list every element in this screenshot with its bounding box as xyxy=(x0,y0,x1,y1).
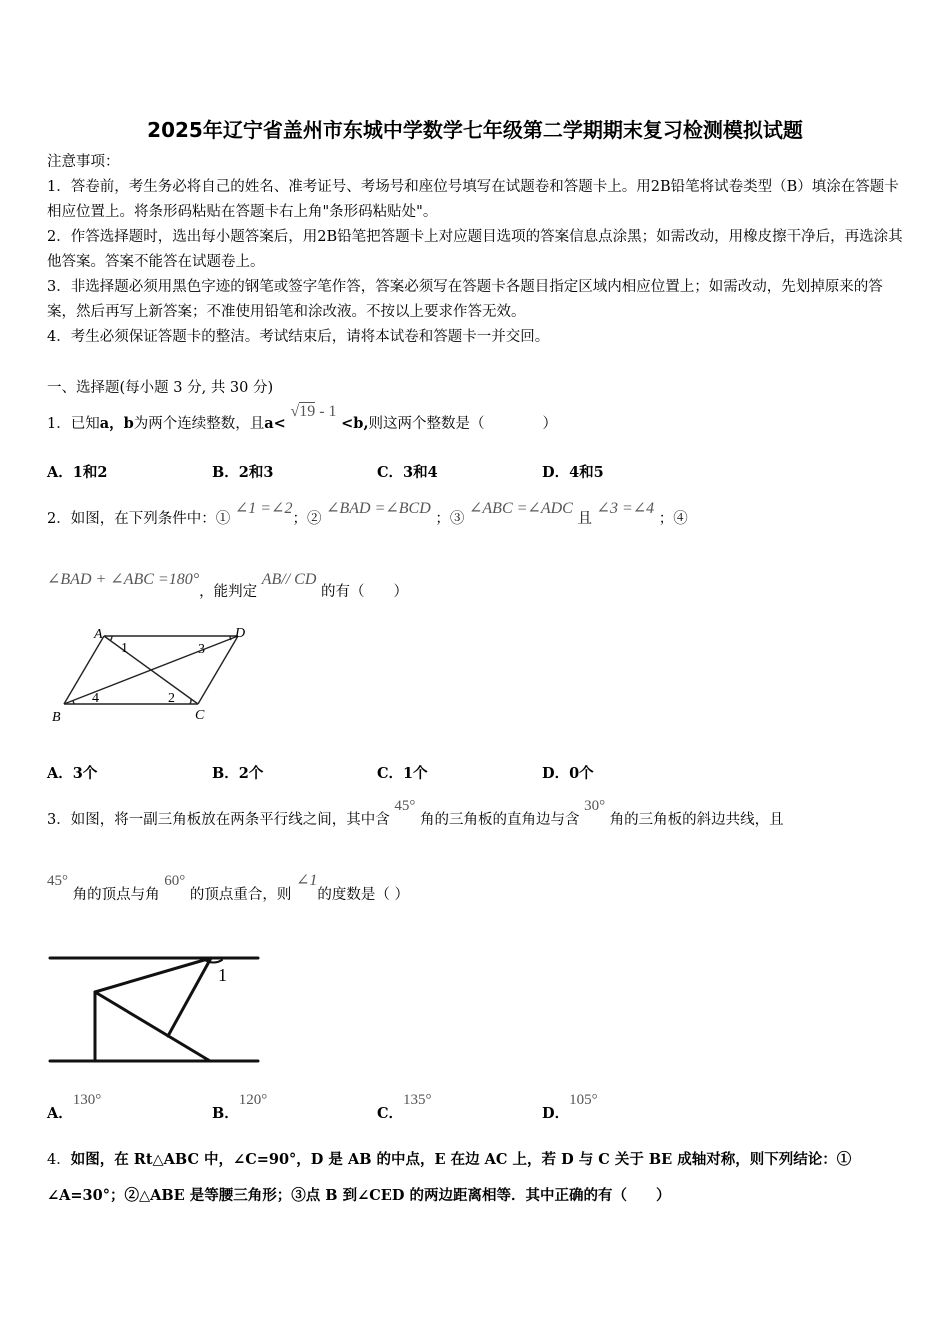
q3-option-b[interactable] xyxy=(212,1088,268,1122)
q3-angle-1: ∠1 xyxy=(295,872,318,889)
q2-option-d[interactable]: D．0个 xyxy=(542,765,594,782)
q2-number: 2． xyxy=(47,511,71,527)
angle-1-label: 1 xyxy=(218,965,227,985)
q2-option-c[interactable]: C．1个 xyxy=(377,765,428,782)
q3-angle-45-b: 45° xyxy=(47,873,68,889)
q2-condition-2: ∠BAD =∠BCD xyxy=(326,500,431,517)
q1-option-b[interactable]: B．2和3 xyxy=(212,464,274,481)
q2-condition-4: ∠3 =∠4 xyxy=(596,500,655,517)
q1-lt: a< xyxy=(264,415,286,432)
q1-sqrt-expr: √19 - 1 xyxy=(290,403,337,420)
q1-text-2: 为两个连续整数，且 xyxy=(133,416,265,432)
label-d: D xyxy=(235,626,246,641)
q4-text-1: 如图，在 Rt△ABC 中，∠C=90°，D 是 AB 的中点，E 在边 AC 上，若 D 与 C 关于 BE 成轴对称，则下列结论：① xyxy=(70,1151,852,1168)
q2-condition-ab-cd: AB// CD xyxy=(261,571,317,588)
q2-text-2: ，能判定 xyxy=(199,584,258,600)
question-2-line-1 xyxy=(47,500,688,528)
page-title: 2025年辽宁省盖州市东城中学数学七年级第二学期期末复习检测模拟试题 xyxy=(147,118,803,142)
label-angle-4: 4 xyxy=(92,691,99,706)
question-1 xyxy=(47,403,557,433)
q2-text-1: 如图，在下列条件中：① xyxy=(70,511,231,527)
diagonal-bd xyxy=(64,636,238,704)
notice-heading: 注意事项： xyxy=(47,154,120,170)
q2-text-3: 的有（ ） xyxy=(321,584,409,600)
q1-minus: - 1 xyxy=(319,403,337,420)
q3-text-3: 角的三角板的斜边共线，且 xyxy=(609,812,784,828)
q3-angle-30: 30° xyxy=(584,798,606,814)
angle-arc-1 xyxy=(110,636,112,641)
q3-number: 3． xyxy=(47,812,71,828)
q3-option-a[interactable] xyxy=(47,1088,102,1122)
label-angle-2: 2 xyxy=(168,691,175,706)
q2-condition-3: ∠ABC =∠ADC xyxy=(469,500,573,517)
q1-option-d[interactable]: D．4和5 xyxy=(542,464,604,481)
q1-radicand: 19 xyxy=(299,403,316,420)
q4-text-2: ∠A=30°；②△ABE 是等腰三角形；③点 B 到∠CED 的两边距离相等．其中正确的有（ ） xyxy=(47,1187,671,1204)
q2-condition-5: ∠BAD + ∠ABC =180° xyxy=(47,571,200,588)
q1-text-1: 已知 xyxy=(70,416,100,432)
label-angle-3: 3 xyxy=(198,642,205,657)
q3-figure-triangles xyxy=(48,948,263,1068)
q1-text-3: 则这两个整数是（ ） xyxy=(368,416,557,432)
q3-option-c[interactable] xyxy=(377,1088,432,1122)
angle-1-arc xyxy=(205,960,222,962)
q3-option-b-value: 120° xyxy=(238,1092,268,1108)
question-4-line-2 xyxy=(47,1184,670,1205)
q3-text-4: 角的顶点与角 xyxy=(72,887,160,903)
q2-option-a[interactable]: A．3个 xyxy=(47,765,98,782)
q3-option-a-value: 130° xyxy=(72,1092,102,1108)
question-4-line-1 xyxy=(47,1148,851,1169)
q2-sep-1: ；② xyxy=(292,511,322,527)
q2-condition-1: ∠1 =∠2 xyxy=(234,500,293,517)
q3-text-5: 的顶点重合，则 xyxy=(189,887,292,903)
q3-option-d[interactable] xyxy=(542,1088,598,1122)
q1-option-a[interactable]: A．1和2 xyxy=(47,464,108,481)
q3-text-2: 角的三角板的直角边与含 xyxy=(419,812,580,828)
question-2-line-2 xyxy=(47,571,409,601)
q3-option-c-letter: C． xyxy=(377,1105,404,1122)
q3-option-c-value: 135° xyxy=(403,1092,432,1108)
question-3-line-1 xyxy=(47,798,784,829)
q1-vars: a，b xyxy=(99,415,134,432)
q3-angle-45: 45° xyxy=(394,798,416,814)
q2-option-b[interactable]: B．2个 xyxy=(212,765,264,782)
q2-figure-parallelogram xyxy=(48,622,258,727)
q2-sep-4: ；④ xyxy=(658,511,688,527)
q3-text-1: 如图，将一副三角板放在两条平行线之间，其中含 xyxy=(70,812,390,828)
notice-item-3: 3．非选择题必须用黑色字迹的钢笔或签字笔作答，答案必须写在答题卡各题目指定区域内相应位置上；如需改动，先划掉原来的答案，然后再写上新答案；不准使用铅笔和涂改液。不按以上要求作答无效。 xyxy=(47,279,883,320)
notice-item-1: 1．答卷前，考生务必将自己的姓名、准考证号、考场号和座位号填写在试题卷和答题卡上。用2B铅笔将试卷类型（B）填涂在答题卡相应位置上。将条形码粘贴在答题卡右上角"条形码粘贴处"。 xyxy=(47,179,899,220)
question-3-line-2 xyxy=(47,872,409,904)
q3-text-6: 的度数是（ ） xyxy=(317,887,409,903)
q1-gt: <b, xyxy=(341,415,369,432)
section-heading: 一、选择题(每小题 3 分, 共 30 分) xyxy=(47,380,274,396)
q1-number: 1． xyxy=(47,416,71,432)
notice-item-4: 4．考生必须保证答题卡的整洁。考试结束后，请将本试卷和答题卡一并交回。 xyxy=(47,329,550,345)
label-a: A xyxy=(94,627,103,642)
label-b: B xyxy=(52,710,61,725)
q3-angle-60: 60° xyxy=(164,873,186,889)
q2-sep-3: 且 xyxy=(577,511,592,527)
q3-option-d-letter: D． xyxy=(542,1105,570,1122)
q4-number: 4． xyxy=(47,1152,71,1168)
label-angle-1: 1 xyxy=(121,641,128,656)
triangle-edge-hypotenuse xyxy=(95,992,210,1061)
angle-arc-2 xyxy=(190,699,191,704)
q2-sep-2: ；③ xyxy=(435,511,465,527)
q3-option-b-letter: B． xyxy=(212,1105,239,1122)
q3-option-d-value: 105° xyxy=(569,1092,598,1108)
q1-option-c[interactable]: C．3和4 xyxy=(377,464,438,481)
label-c: C xyxy=(195,708,205,723)
notice-item-2: 2．作答选择题时，选出每小题答案后，用2B铅笔把答题卡上对应题目选项的答案信息点涂黑；如需改动，用橡皮擦干净后，再选涂其他答案。答案不能答在试题卷上。 xyxy=(47,229,903,270)
q3-option-a-letter: A． xyxy=(47,1105,73,1122)
